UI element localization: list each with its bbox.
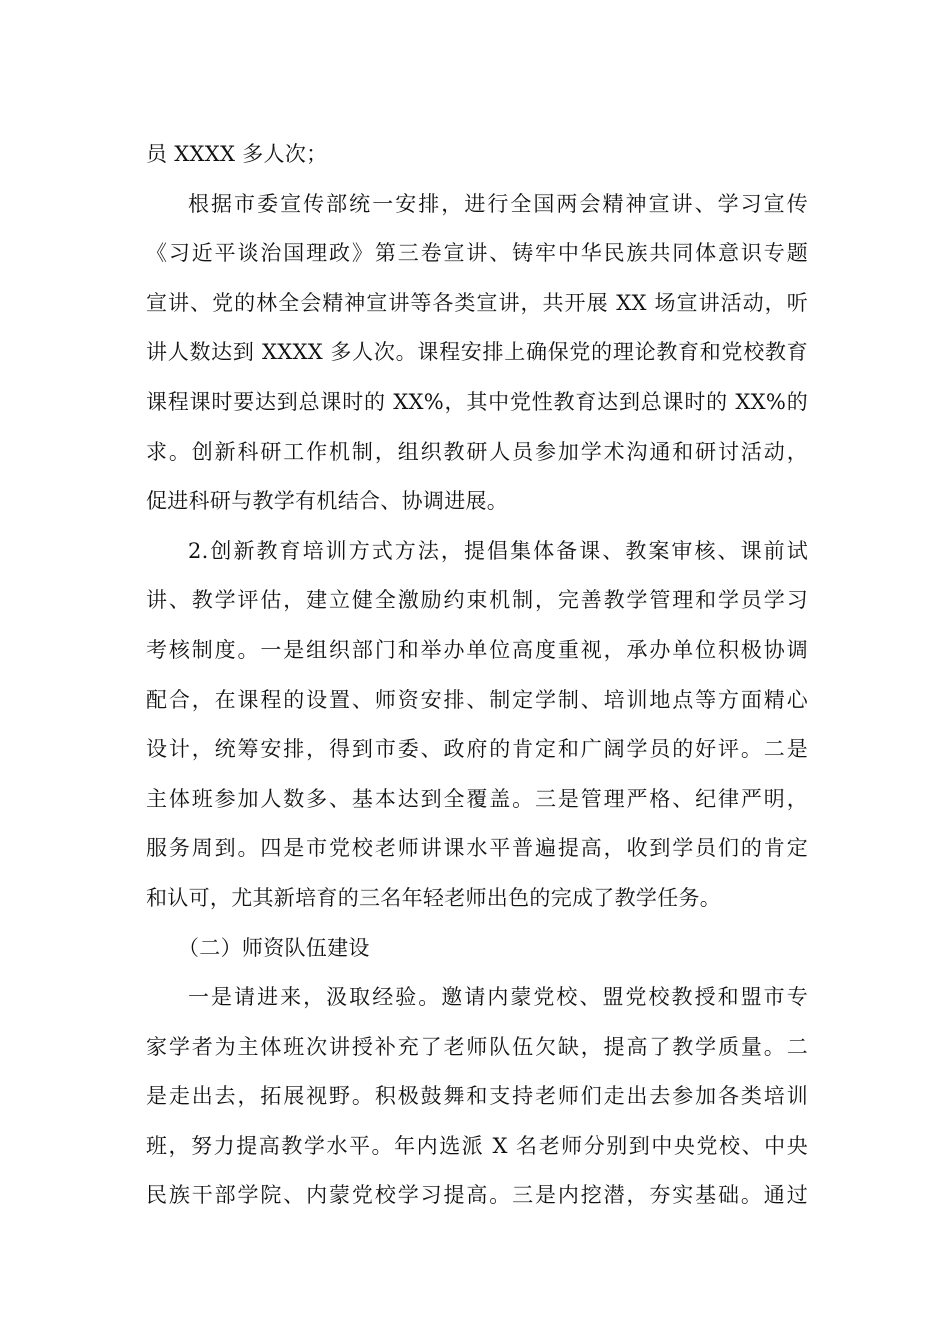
- text-line-22: 民族干部学院、内蒙党校学习提高。三是内挖潜，夯实基础。通过: [146, 1183, 808, 1208]
- text-line-21: 班，努力提高教学水平。年内选派 X 名老师分别到中央党校、中央: [146, 1133, 808, 1158]
- text-line-11: 考核制度。一是组织部门和举办单位高度重视，承办单位积极协调: [146, 637, 808, 662]
- section-heading: （二）师资队伍建设: [178, 935, 370, 960]
- text-line-15: 服务周到。四是市党校老师讲课水平普遍提高，收到学员们的肯定: [146, 836, 808, 861]
- text-line-5: 讲人数达到 XXXX 多人次。课程安排上确保党的理论教育和党校教育: [146, 340, 808, 365]
- text-line-16: 和认可，尤其新培育的三名年轻老师出色的完成了教学任务。: [146, 885, 722, 910]
- text-line-9: 2.创新教育培训方式方法，提倡集体备课、教案审核、课前试: [188, 538, 808, 563]
- text-line-13: 设计，统筹安排，得到市委、政府的肯定和广阔学员的好评。二是: [146, 737, 808, 762]
- text-line-4: 宣讲、党的林全会精神宣讲等各类宣讲，共开展 XX 场宣讲活动，听: [146, 290, 808, 315]
- text-line-18: 一是请进来，汲取经验。邀请内蒙党校、盟党校教授和盟市专: [188, 985, 808, 1010]
- text-line-1: 员 XXXX 多人次；: [146, 142, 328, 166]
- text-line-6: 课程课时要达到总课时的 XX%，其中党性教育达到总课时的 XX%的: [146, 389, 808, 414]
- text-line-14: 主体班参加人数多、基本达到全覆盖。三是管理严格、纪律严明，: [146, 786, 808, 811]
- document-page: [146, 130, 808, 1221]
- text-line-20: 是走出去，拓展视野。积极鼓舞和支持老师们走出去参加各类培训: [146, 1084, 808, 1109]
- text-line-12: 配合，在课程的设置、师资安排、制定学制、培训地点等方面精心: [146, 687, 808, 712]
- text-line-3: 《习近平谈治国理政》第三卷宣讲、铸牢中华民族共同体意识专题: [146, 241, 808, 266]
- text-line-19: 家学者为主体班次讲授补充了老师队伍欠缺，提高了教学质量。二: [146, 1034, 808, 1059]
- text-line-10: 讲、教学评估，建立健全激励约束机制，完善教学管理和学员学习: [146, 588, 808, 613]
- text-line-7: 求。创新科研工作机制，组织教研人员参加学术沟通和研讨活动，: [146, 439, 808, 464]
- text-line-2: 根据市委宣传部统一安排，进行全国两会精神宣讲、学习宣传: [188, 191, 808, 216]
- text-line-8: 促进科研与教学有机结合、协调进展。: [146, 489, 509, 514]
